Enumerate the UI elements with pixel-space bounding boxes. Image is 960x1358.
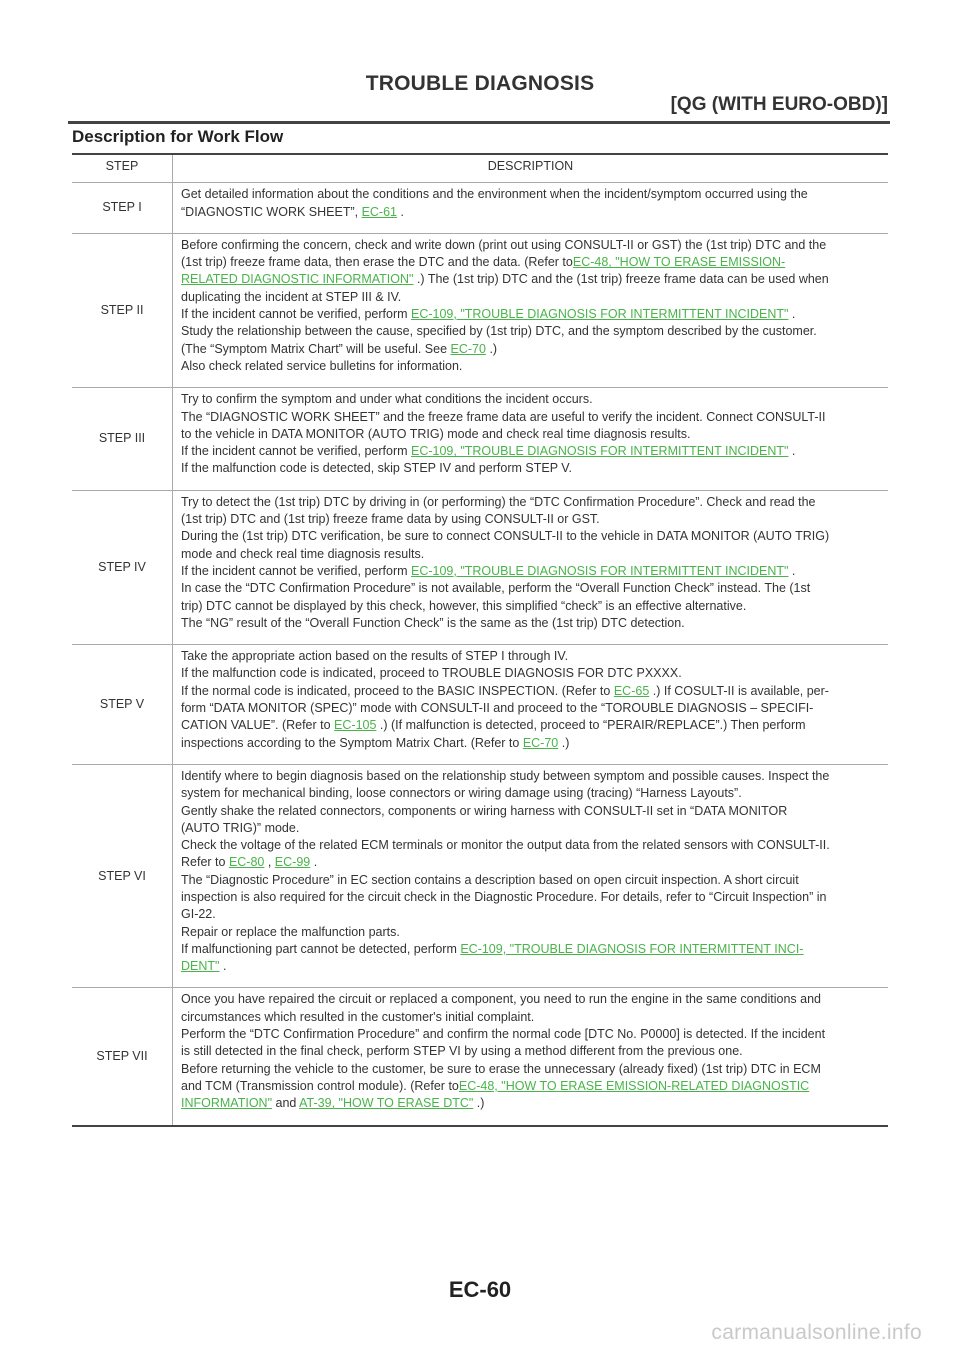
description-line (181, 924, 882, 941)
description-line (181, 958, 882, 975)
page-number: EC-60 (448, 1277, 512, 1302)
step-label: STEP V (72, 645, 173, 765)
description-text: Try to detect the (1st trip) DTC by driving in (or performing) the “DTC Confirmation Procedure”. Check and read the (181, 494, 816, 509)
description-text: . (219, 959, 227, 974)
step-description (173, 388, 889, 490)
description-line (181, 426, 882, 443)
description-line (181, 991, 882, 1008)
description-line (181, 837, 882, 854)
description-text: inspections according to the Symptom Matrix Chart. (Refer to (181, 735, 523, 750)
description-line (181, 700, 882, 717)
description-line (181, 803, 882, 820)
description-line (181, 1026, 882, 1043)
step-description (173, 645, 889, 765)
description-text: The “Diagnostic Procedure” in EC section contains a description based on open circuit inspection. A short circuit (181, 872, 799, 887)
cross-reference-link[interactable]: EC-48, "HOW TO ERASE EMISSION-RELATED DIAGNOSTIC (458, 1078, 810, 1093)
description-line (181, 186, 882, 203)
description-text: (1st trip) freeze frame data, then erase the DTC and the data. (Refer to (181, 255, 573, 270)
description-text: Before confirming the concern, check and write down (print out using CONSULT-II or GST) the (1st trip) DTC and the (181, 237, 827, 252)
description-text: (1st trip) DTC and (1st trip) freeze frame data by using CONSULT-II or GST. (181, 512, 600, 527)
cross-reference-link[interactable]: EC-109, "TROUBLE DIAGNOSIS FOR INTERMITTENT INCIDENT" (411, 307, 789, 322)
description-line (181, 546, 882, 563)
description-line (181, 323, 882, 340)
description-text: During the (1st trip) DTC verification, be sure to connect CONSULT-II to the vehicle in DATA MONITOR (AUTO TRIG) (181, 529, 830, 544)
step-label: STEP VI (72, 764, 173, 988)
step-description (173, 988, 889, 1126)
description-text: If malfunctioning part cannot be detected, perform (181, 941, 461, 956)
description-text: In case the “DTC Confirmation Procedure” is not available, perform the “Overall Function Check” instead. The (1st (181, 581, 811, 596)
description-text: system for mechanical binding, loose connectors or wiring damage using (tracing) “Harness Layouts”. (181, 786, 742, 801)
description-line (181, 563, 882, 580)
table-header-row (72, 154, 888, 183)
description-line (181, 391, 882, 408)
description-line (181, 460, 882, 477)
description-line (181, 648, 882, 665)
step-description (173, 233, 889, 387)
description-text: (AUTO TRIG)” mode. (181, 820, 300, 835)
description-text: If the incident cannot be verified, perform (181, 307, 411, 322)
description-text: trip) DTC cannot be displayed by this check, however, this simplified “check” is an effective alternative. (181, 598, 747, 613)
cross-reference-link[interactable]: EC-105 (334, 718, 377, 733)
cross-reference-link[interactable]: EC-109, "TROUBLE DIAGNOSIS FOR INTERMITTENT INCIDENT" (411, 444, 789, 459)
table-row (72, 183, 888, 234)
description-line (181, 941, 882, 958)
cross-reference-link[interactable]: RELATED DIAGNOSTIC INFORMATION" (181, 272, 414, 287)
description-line (181, 717, 882, 734)
description-text: inspection is also required for the circuit check in the Diagnostic Procedure. For details, refer to “Circuit Inspection” in (181, 889, 827, 904)
description-line (181, 204, 882, 221)
cross-reference-link[interactable]: EC-70 (450, 341, 486, 356)
description-text: Study the relationship between the cause, specified by (1st trip) DTC, and the symptom described by the customer. (181, 324, 817, 339)
cross-reference-link[interactable]: EC-48, "HOW TO ERASE EMISSION- (572, 255, 786, 270)
description-line (181, 289, 882, 306)
step-description (173, 490, 889, 644)
description-line (181, 906, 882, 923)
cross-reference-link[interactable]: EC-109, "TROUBLE DIAGNOSIS FOR INTERMITTENT INCI- (460, 941, 804, 956)
description-line (181, 820, 882, 837)
description-line (181, 341, 882, 358)
table-row (72, 645, 888, 765)
description-line (181, 528, 882, 545)
description-text: , (264, 855, 275, 870)
work-flow-table (72, 153, 888, 1127)
description-text: Once you have repaired the circuit or replaced a component, you need to run the engine in the same conditions and (181, 992, 821, 1007)
description-text: If the normal code is indicated, proceed to the BASIC INSPECTION. (Refer to (181, 683, 614, 698)
page-subtitle: [QG (WITH EURO-OBD)] (670, 94, 888, 115)
step-label: STEP II (72, 233, 173, 387)
description-text: Identify where to begin diagnosis based on the relationship study between symptom and possible causes. Inspect the (181, 768, 830, 783)
description-line (181, 237, 882, 254)
description-line (181, 580, 882, 597)
description-text: .) The (1st trip) DTC and the (1st trip) freeze frame data can be used when (413, 272, 829, 287)
description-text: If the incident cannot be verified, perform (181, 444, 411, 459)
description-line (181, 306, 882, 323)
description-line (181, 1061, 882, 1078)
description-text: circumstances which resulted in the customer's initial complaint. (181, 1009, 535, 1024)
description-text: GI-22. (181, 907, 216, 922)
step-description (173, 764, 889, 988)
description-text: .) If COSULT-II is available, per- (649, 683, 829, 698)
watermark: carmanualsonline.info (711, 1321, 922, 1344)
description-line (181, 271, 882, 288)
description-line (181, 1043, 882, 1060)
description-line (181, 598, 882, 615)
cross-reference-link[interactable]: EC-61 (361, 204, 397, 219)
description-text: .) (485, 341, 498, 356)
description-text: Repair or replace the malfunction parts. (181, 924, 400, 939)
description-text: form “DATA MONITOR (SPEC)” mode with CONSULT-II and proceed to the “TOROUBLE DIAGNOSIS – SPECIFI- (181, 701, 814, 716)
step-label: STEP III (72, 388, 173, 490)
description-text: CATION VALUE”. (Refer to (181, 718, 335, 733)
description-line (181, 889, 882, 906)
description-text: . (397, 204, 404, 219)
cross-reference-link[interactable]: EC-65 (613, 683, 650, 698)
description-text: (The “Symptom Matrix Chart” will be useful. See (181, 341, 451, 356)
description-line (181, 872, 882, 889)
description-line (181, 358, 882, 375)
cross-reference-link[interactable]: AT-39, "HOW TO ERASE DTC" (299, 1096, 474, 1111)
step-description (173, 183, 889, 234)
description-line (181, 494, 882, 511)
description-text: Check the voltage of the related ECM terminals or monitor the output data from the related sensors with CONSULT-II. (181, 838, 830, 853)
description-text: If the incident cannot be verified, perform (181, 563, 411, 578)
column-header-step: STEP (72, 154, 173, 183)
description-text: duplicating the incident at STEP III & IV. (181, 289, 402, 304)
description-line (181, 1009, 882, 1026)
step-label: STEP VII (72, 988, 173, 1126)
description-text: .) (558, 735, 570, 750)
table-row (72, 388, 888, 490)
description-line (181, 1078, 882, 1095)
description-text: If the malfunction code is detected, skip STEP IV and perform STEP V. (181, 461, 572, 476)
description-line (181, 511, 882, 528)
description-text: Perform the “DTC Confirmation Procedure” and confirm the normal code [DTC No. P0000] is detected. If the incident (181, 1027, 826, 1042)
table-body (72, 183, 888, 1126)
cross-reference-link[interactable]: EC-80 (228, 855, 265, 870)
description-line (181, 254, 882, 271)
description-text: mode and check real time diagnosis results. (181, 546, 425, 561)
description-text: Try to confirm the symptom and under what conditions the incident occurs. (181, 392, 593, 407)
section-title: Description for Work Flow (72, 127, 284, 146)
column-header-description: DESCRIPTION (487, 159, 574, 173)
description-line (181, 854, 882, 871)
cross-reference-link[interactable]: EC-109, "TROUBLE DIAGNOSIS FOR INTERMITTENT INCIDENT" (411, 563, 789, 578)
description-text: Before returning the vehicle to the customer, be sure to erase the unnecessary (already fixed) (1st trip) DTC in ECM (181, 1061, 821, 1076)
description-line (181, 409, 882, 426)
description-text: . (310, 855, 318, 870)
cross-reference-link[interactable]: INFORMATION" (181, 1096, 273, 1111)
description-text: . (788, 563, 796, 578)
description-text: and TCM (Transmission control module). (Refer to (181, 1078, 459, 1093)
description-text: Also check related service bulletins for information. (181, 358, 463, 373)
step-label: STEP I (72, 183, 173, 234)
description-text: If the malfunction code is indicated, proceed to TROUBLE DIAGNOSIS FOR DTC PXXXX. (181, 666, 682, 681)
description-text: to the vehicle in DATA MONITOR (AUTO TRIG) mode and check real time diagnosis results. (181, 426, 691, 441)
description-text: Refer to (181, 855, 229, 870)
description-text: . (788, 444, 796, 459)
description-text: . (788, 307, 796, 322)
description-line (181, 1095, 882, 1112)
description-text: The “DIAGNOSTIC WORK SHEET” and the freeze frame data are useful to verify the incident. Connect CONSULT-II (181, 409, 826, 424)
description-text: .) (473, 1096, 485, 1111)
description-line (181, 683, 882, 700)
description-text: The “NG” result of the “Overall Function Check” is the same as the (1st trip) DTC detection. (181, 615, 685, 630)
table-row (72, 233, 888, 387)
description-line (181, 665, 882, 682)
description-text: .) (If malfunction is detected, proceed to “PERAIR/REPLACE”.) Then perform (376, 718, 806, 733)
cross-reference-link[interactable]: DENT" (181, 959, 220, 974)
table-row (72, 490, 888, 644)
description-text: Get detailed information about the conditions and the environment when the incident/symptom occurred using the (181, 187, 808, 202)
header-rule (68, 121, 890, 124)
description-line (181, 443, 882, 460)
description-line (181, 768, 882, 785)
cross-reference-link[interactable]: EC-70 (522, 735, 559, 750)
description-line (181, 785, 882, 802)
table-row (72, 988, 888, 1126)
step-label: STEP IV (72, 490, 173, 644)
description-text: and (272, 1096, 300, 1111)
description-text: Take the appropriate action based on the results of STEP I through IV. (181, 649, 569, 664)
description-line (181, 615, 882, 632)
description-line (181, 735, 882, 752)
description-text: is still detected in the final check, perform STEP VI by using a method different from the previous one. (181, 1044, 743, 1059)
cross-reference-link[interactable]: EC-99 (274, 855, 311, 870)
table-row (72, 764, 888, 988)
description-text: “DIAGNOSTIC WORK SHEET”, (181, 204, 362, 219)
description-text: Gently shake the related connectors, components or wiring harness with CONSULT-II set in “DATA MONITOR (181, 803, 788, 818)
page-title: TROUBLE DIAGNOSIS (365, 72, 595, 95)
